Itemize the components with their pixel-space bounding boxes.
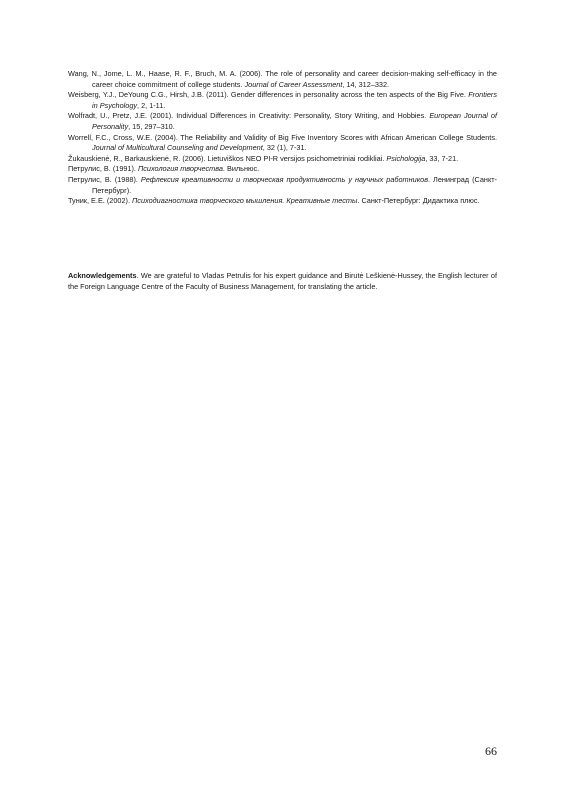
reference-details: , 33, 7-21. [425,153,459,163]
reference-item [68,175,497,196]
reference-text: Петрулис, В. (1991). [68,164,138,174]
reference-item [68,133,497,154]
acknowledgements-text: . We are grateful to Vladas Petrulis for his expert guidance and Birutė Leškienė-Hussey, the English lecturer of the Foreign Language Centre of the Faculty of Business Management, for translating the article. [68,271,497,291]
reference-item [68,196,497,207]
reference-details: . Вильнюс. [222,164,260,174]
reference-source: Психодиагностика творческого мышления. Креативные тесты [132,196,358,206]
reference-source: Journal of Career Assessment [244,79,343,89]
reference-text: Žukauskienė, R., Barkauskienė, R. (2006). Lietuviškos NEO PI-R versijos psichometriniai rodikliai. [68,153,387,163]
reference-text: Wang, N., Jome, L. M., Haase, R. F., Bruch, M. A. (2006). The role of personality and career decision-making self-efficacy in the career choice commitment of college students. [68,69,497,89]
reference-item [68,69,497,90]
reference-details: , 32 (1), 7-31. [262,143,307,153]
reference-item [68,90,497,111]
acknowledgements-paragraph [68,270,497,292]
reference-item [68,111,497,132]
reference-details: , 2, 1-11. [137,100,166,110]
reference-source: Психология творчества [137,164,223,174]
reference-source: Frontiers in Psychology [92,90,497,110]
reference-text: Weisberg, Y.J., DeYoung C.G., Hirsh, J.B. (2011). Gender differences in personality across the ten aspects of the Big Five. [68,90,469,100]
reference-details: , 14, 312–332. [342,79,390,89]
reference-details: , 15, 297–310. [128,121,175,131]
reference-text: Туник, Е.Е. (2002). [68,196,133,206]
acknowledgements-heading: Acknowledgements [68,271,137,280]
reference-list [68,69,497,207]
reference-text: Петрулис, В. (1988). [68,174,141,184]
reference-item [68,164,497,175]
reference-source: Journal of Multicultural Counseling and Development [92,143,263,153]
reference-source: Рефлексия креативности и творческая продуктивность у научных работников [140,174,429,184]
reference-details: . Санкт-Петербург: Дидактика плюс. [357,196,480,206]
reference-source: Psichologija [386,153,426,163]
page-number: 66 [485,744,497,758]
reference-text: Worrell, F.C., Cross, W.E. (2004). The Reliability and Validity of Big Five Inventory Scores with African American College Students. [68,132,497,142]
reference-item [68,154,497,165]
reference-details: . Ленинград (Санкт-Петербург). [92,174,497,195]
reference-text: Wolfradt, U., Pretz, J.E. (2001). Individual Differences in Creativity: Personality, Story Writing, and Hobbies. [68,111,430,121]
reference-source: European Journal of Personality [92,111,498,131]
